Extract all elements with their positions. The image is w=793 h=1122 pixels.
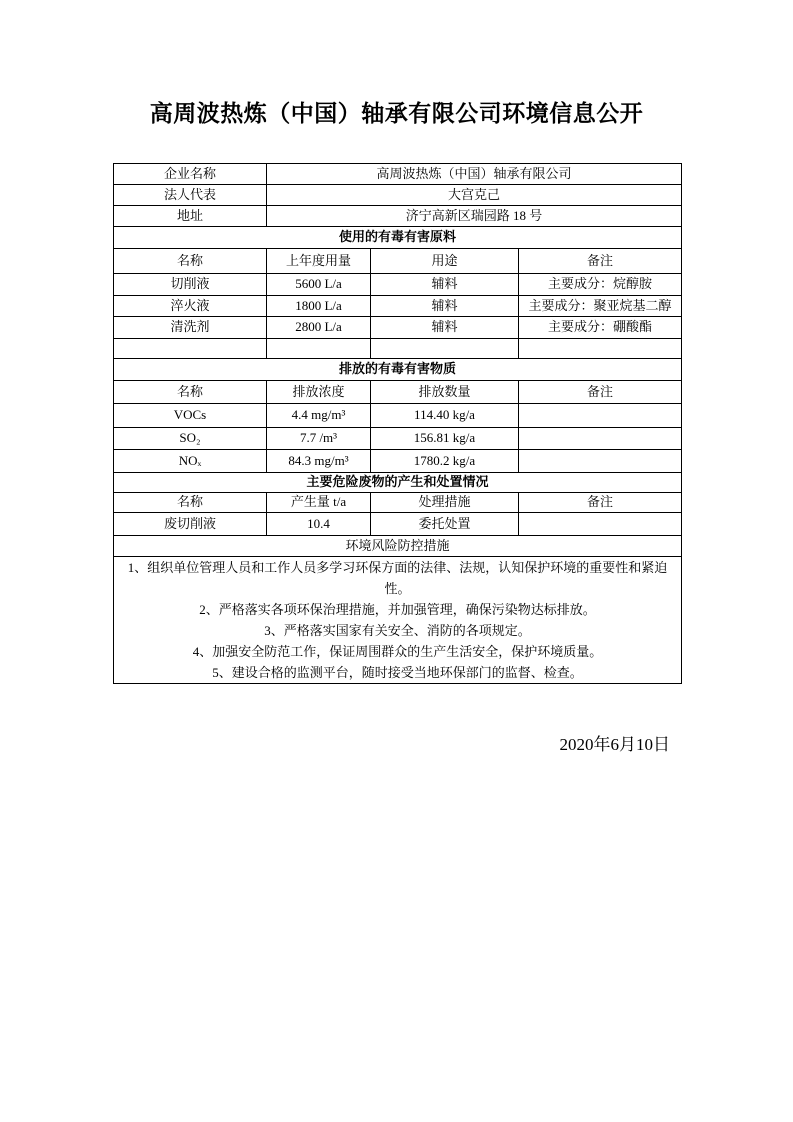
section-row: [114, 473, 682, 493]
cell: 主要成分：聚亚烷基二醇: [519, 296, 682, 317]
emissions-section-title: 排放的有毒有害物质: [114, 359, 682, 381]
cell: [519, 339, 682, 359]
table-row: [114, 206, 682, 227]
table-row: [114, 185, 682, 206]
cell: [519, 428, 682, 450]
section-row: [114, 359, 682, 381]
cell: 4.4 mg/m³: [267, 404, 371, 428]
cell: [267, 339, 371, 359]
cell: 淬火液: [114, 296, 267, 317]
cell: 7.7 /m³: [267, 428, 371, 450]
address-value: 济宁高新区瑞园路 18 号: [267, 206, 682, 227]
risk-control-item: 5、建设合格的监测平台，随时接受当地环保部门的监督、检查。: [212, 665, 583, 680]
cell: 1780.2 kg/a: [371, 450, 519, 473]
column-header: 用途: [371, 249, 519, 274]
cell: [371, 339, 519, 359]
cell: [519, 450, 682, 473]
header-row: [114, 493, 682, 513]
table-row-empty: [114, 339, 682, 359]
cell: 84.3 mg/m³: [267, 450, 371, 473]
document-date: 2020年6月10日: [559, 735, 670, 754]
column-header: 备注: [519, 249, 682, 274]
column-header: 名称: [114, 493, 267, 513]
section-row: [114, 227, 682, 249]
cell: 10.4: [267, 513, 371, 536]
risk-control-item: 2、严格落实各项环保治理措施，并加强管理，确保污染物达标排放。: [199, 602, 596, 617]
cell: 清洗剂: [114, 317, 267, 339]
legal-rep-value: 大宫克己: [267, 185, 682, 206]
cell: 辅料: [371, 296, 519, 317]
cell: 2800 L/a: [267, 317, 371, 339]
table-row: [114, 317, 682, 339]
column-header: 排放浓度: [267, 381, 371, 404]
table-row: [114, 557, 682, 684]
cell: 114.40 kg/a: [371, 404, 519, 428]
risk-control-item: 4、加强安全防范工作，保证周围群众的生产生活安全，保护环境质量。: [192, 644, 603, 659]
address-label: 地址: [114, 206, 267, 227]
header-row: [114, 381, 682, 404]
risk-control-section-title: 环境风险防控措施: [114, 536, 682, 557]
column-header: 上年度用量: [267, 249, 371, 274]
cell: 废切削液: [114, 513, 267, 536]
cell: 156.81 kg/a: [371, 428, 519, 450]
page-title: 高周波热炼（中国）轴承有限公司环境信息公开: [149, 101, 644, 126]
cell: VOCs: [114, 404, 267, 428]
table-row: [114, 450, 682, 473]
cell: 主要成分：硼酸酯: [519, 317, 682, 339]
legal-rep-label: 法人代表: [114, 185, 267, 206]
risk-control-item: 1、组织单位管理人员和工作人员多学习环保方面的法律、法规，认知保护环境的重要性和紧迫性。: [127, 560, 668, 596]
cell: SO₂: [114, 428, 267, 450]
risk-control-item: 3、严格落实国家有关安全、消防的各项规定。: [264, 623, 531, 638]
column-header: 名称: [114, 249, 267, 274]
cell: 委托处置: [371, 513, 519, 536]
section-row: [114, 536, 682, 557]
table-row: [114, 274, 682, 296]
cell: 辅料: [371, 317, 519, 339]
cell: 主要成分：烷醇胺: [519, 274, 682, 296]
column-header: 产生量 t/a: [267, 493, 371, 513]
risk-control-measures: [114, 557, 682, 684]
table-row: [114, 164, 682, 185]
cell: 1800 L/a: [267, 296, 371, 317]
materials-section-title: 使用的有毒有害原料: [114, 227, 682, 249]
cell: 辅料: [371, 274, 519, 296]
cell: [519, 404, 682, 428]
table-row: [114, 404, 682, 428]
company-name-label: 企业名称: [114, 164, 267, 185]
environment-info-table: [113, 163, 682, 684]
cell: [519, 513, 682, 536]
column-header: 备注: [519, 381, 682, 404]
table-row: [114, 428, 682, 450]
header-row: [114, 249, 682, 274]
hazardous-waste-section-title: 主要危险废物的产生和处置情况: [114, 473, 682, 493]
column-header: 备注: [519, 493, 682, 513]
column-header: 排放数量: [371, 381, 519, 404]
table-row: [114, 296, 682, 317]
company-name-value: 高周波热炼（中国）轴承有限公司: [267, 164, 682, 185]
table-row: [114, 513, 682, 536]
cell: [114, 339, 267, 359]
cell: NOₓ: [114, 450, 267, 473]
column-header: 处理措施: [371, 493, 519, 513]
cell: 5600 L/a: [267, 274, 371, 296]
column-header: 名称: [114, 381, 267, 404]
cell: 切削液: [114, 274, 267, 296]
